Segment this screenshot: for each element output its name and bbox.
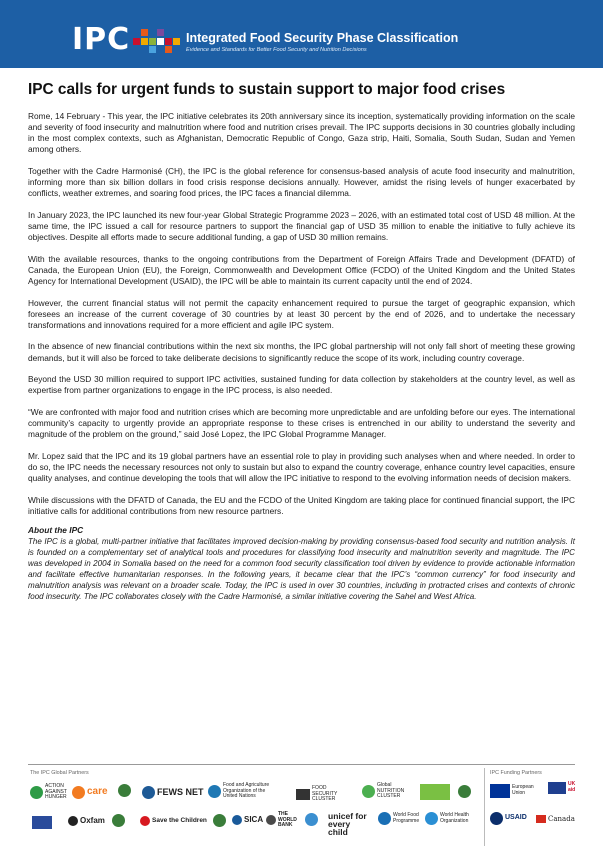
brand-title: Integrated Food Security Phase Classification [186, 31, 459, 45]
paragraph: In the absence of new financial contributions within the next six months, the IPC global partnership will not only fall short of meeting these growing demands, but it will also be forced to take deliberate decisions to significantly reduce the scope of its work, including country coverage. [28, 341, 575, 363]
usaid-seal-icon [490, 812, 503, 825]
partner-mark-icon [68, 816, 78, 826]
paragraph: Mr. Lopez said that the IPC and its 19 global partners have an essential role to play in providing such analyses when and where needed. In order to do so, the IPC needs the necessary resources not only to sustain but also to expand the country coverage, enhance country level capacities, ensure quality analyses, and continue developing the tools that will allow the IPC initiative to respond to the evolving information needs of decision makers. [28, 450, 575, 484]
color-square-icon [165, 38, 172, 45]
who-logo: World Health Organization [425, 812, 480, 825]
partner-mark-icon [420, 784, 450, 800]
partner-mark-icon [305, 813, 318, 826]
color-square-icon [141, 38, 148, 45]
ipc-logo: IPC [72, 22, 131, 57]
color-square-icon [157, 29, 164, 36]
global-partners-label: The IPC Global Partners [30, 770, 89, 776]
paragraph: In January 2023, the IPC launched its new four-year Global Strategic Programme 2023 – 2026, with an estimated total cost of USD 48 million. At the same time, the IPC issued a call for resource partners to support the financial gap of USD 35 million to enable the initiative to fully achieve its objectives. Despite all efforts made to secure additional funding, a gap of USD 30 million remains. [28, 209, 575, 243]
paragraph: Beyond the USD 30 million required to support IPC activities, sustained funding for data collection by stakeholders at the country level, as well as expertise from partner organizations to engage in the IPC process, is also needed. [28, 374, 575, 396]
partner-mark-icon [362, 785, 375, 798]
color-square-icon [149, 38, 156, 45]
unicef-logo: unicef for every child [328, 811, 367, 837]
color-square-icon [133, 38, 140, 45]
fao-logo: Food and Agriculture Organization of the United Nations [208, 783, 279, 800]
fews-net-logo: FEWS NET [142, 786, 204, 799]
sica-logo: SICA [232, 815, 263, 825]
partner-mark-icon [112, 814, 125, 827]
brand-subtitle: Evidence and Standards for Better Food Security and Nutrition Decisions [186, 47, 367, 53]
uk-aid-logo: UK aid [548, 782, 582, 794]
header-banner [0, 0, 603, 68]
about-heading: About the IPC [28, 524, 84, 535]
paragraph: While discussions with the DFATD of Canada, the EU and the FCDO of the United Kingdom are taking place for continued financial support, the IPC initiative calls for additional contributions from new resource partners. [28, 494, 575, 516]
partner-mark-icon [378, 812, 391, 825]
paragraph: “We are confronted with major food and nutrition crises which are becoming more unpredictable and are unfolding before our eyes. The international community’s capacity to urgently provide an appropriate response to these crises is entrenched in our ability to understand the severity and magnitude of the problem on the ground,” said José Lopez, the IPC Global Programme Manager. [28, 407, 575, 440]
color-square-icon [149, 46, 156, 53]
action-against-hunger-logo: ACTION AGAINST HUNGER [30, 784, 75, 801]
article-headline: IPC calls for urgent funds to sustain support to major food crises [28, 81, 506, 98]
oxfam-logo: Oxfam [68, 816, 105, 826]
partner-mark-icon [458, 785, 471, 798]
funding-partners-label: IPC Funding Partners [490, 770, 542, 776]
canada-logo: Canada [536, 815, 575, 823]
about-text: The IPC is a global, multi-partner initiative that facilitates improved decision-making by providing consensus-based food security and nutrition analysis. It is founded on a complementary set of analytical tools and procedures for classifying food insecurity and malnutrition severity and magnitude. The IPC was developed in 2004 in Somalia based on the need for a common food security classification tool driven by evidence to provide actionable information and facilitate effective humanitarian responses. In the following years, it became clear that the IPC’s “common currency” for food insecurity and malnutrition analysis was relevant on a broader scale. Today, the IPC is used in over 30 countries, including in protracted crises and contexts of chronic food insecurity. The IPC collaborates closely with the Cadre Harmonisé, a similar initiative covering the Sahel and West Africa. [28, 536, 575, 601]
partner-mark-icon [118, 784, 131, 797]
partner-mark-icon [72, 786, 85, 799]
paragraph: With the available resources, thanks to the ongoing contributions from the Department of Foreign Affairs Trade and Development (DFATD) of Canada, the European Union (EU), the Foreign, Commonwealth and Development Office (FCDO) of the United Kingdom and the United States Agency for International Development (USAID), the IPC will be able to maintain its current capacity until the end of 2024. [28, 253, 575, 286]
usaid-logo: USAID [490, 812, 527, 825]
partner-mark-icon [140, 816, 150, 826]
partner-mark-icon [32, 816, 52, 829]
world-bank-logo: THE WORLD BANK [266, 812, 308, 829]
maple-flag-icon [536, 815, 546, 823]
partner-mark-icon [266, 815, 276, 825]
partner-emblem-logo [213, 814, 226, 827]
partner-flag-logo [32, 816, 52, 829]
partner-emblem-logo [118, 784, 131, 797]
care-logo: care [72, 786, 108, 799]
partner-mark-icon [30, 786, 43, 799]
color-squares-icon [133, 29, 181, 53]
paragraph: Rome, 14 February - This year, the IPC initiative celebrates its 20th anniversary since its inception, systematically providing information on the scale and severity of food insecurity and malnutrition where food and nutrition crises prevail. The IPC supports decisions in 30 countries globally including in the most complex contexts, such as Afghanistan, Democratic Republic of Congo, Gaza strip, Haiti, Somalia, South Sudan, Sudan and Yemen among others. [28, 111, 575, 155]
footer-divider [28, 764, 575, 765]
partner-mark-icon [296, 789, 310, 800]
color-square-icon [173, 38, 180, 45]
article-body [28, 111, 575, 602]
uk-flag-icon [548, 782, 566, 794]
footer-separator [484, 768, 485, 846]
save-the-children-logo: Save the Children [140, 816, 207, 826]
food-security-cluster-logo: FOOD SECURITY CLUSTER [296, 786, 352, 803]
color-square-icon [157, 38, 164, 45]
partner-emblem-logo [458, 785, 471, 798]
partner-mark-icon [232, 815, 242, 825]
partner-mark-icon [142, 786, 155, 799]
paragraph: Together with the Cadre Harmonisé (CH), the IPC is the global reference for consensus-based analysis of acute food insecurity and malnutrition, informing more than six billion dollars in food crisis response decisions annually. However, amidst the rising levels of hunger exacerbated by conflicts, weather extremes, and soaring food prices, the IPC faces a financial dilemma. [28, 165, 575, 199]
partner-mark-icon [208, 785, 221, 798]
paragraph: However, the current financial status will not permit the capacity enhancement required to pursue the target of geographic expansion, which foresees an increase of the current coverage of 30 countries by at least 30 percent by the end of 2026, and to undertake the necessary transformations and innovations required for a more efficient and agile IPC system. [28, 297, 575, 330]
color-square-icon [141, 29, 148, 36]
partner-mark-icon [213, 814, 226, 827]
wfp-logo: World Food Programme [378, 812, 423, 825]
partner-green-logo [420, 784, 450, 800]
european-union-logo: European Union [490, 784, 542, 798]
partner-emblem-logo [112, 814, 125, 827]
global-nutrition-cluster-logo: Global NUTRITION CLUSTER [362, 783, 411, 800]
partner-mark-icon [425, 812, 438, 825]
color-square-icon [165, 46, 172, 53]
un-logo [305, 813, 318, 826]
eu-flag-icon [490, 784, 510, 798]
